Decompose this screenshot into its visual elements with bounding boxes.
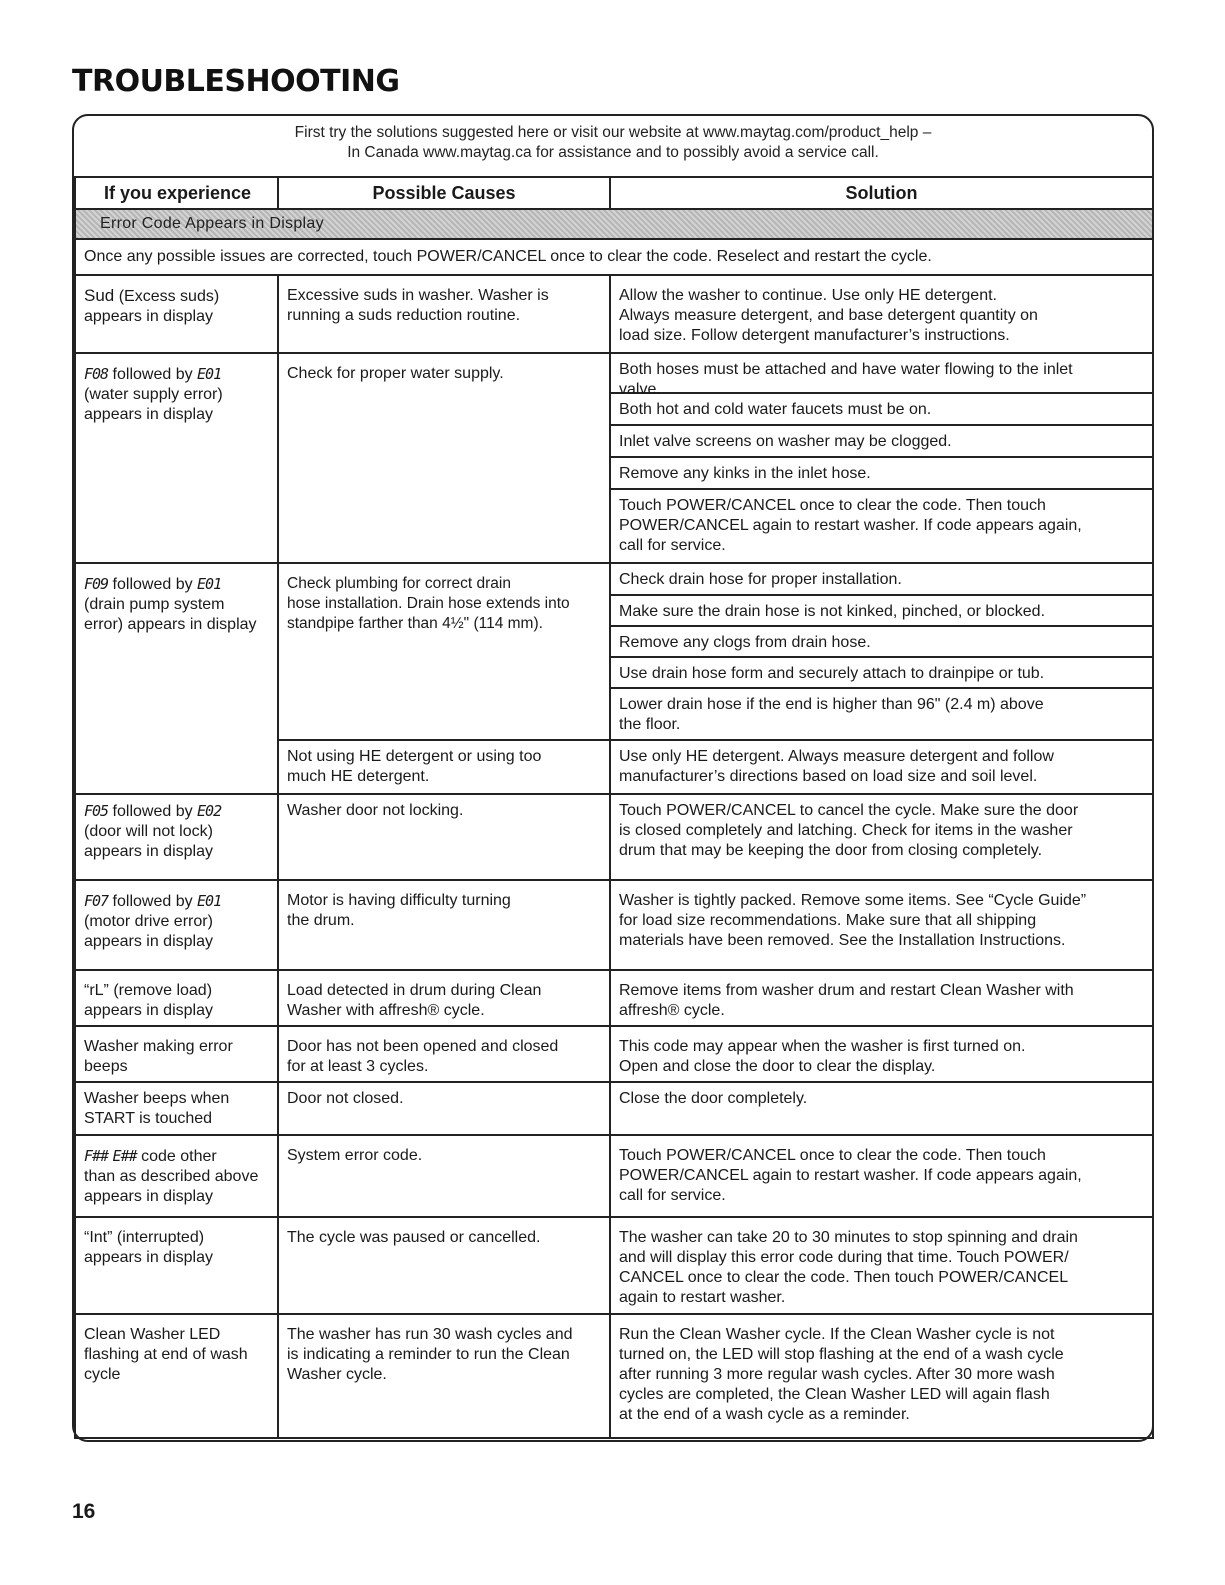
error-code: F## [84, 1147, 109, 1165]
experience-cell [75, 1135, 278, 1217]
experience-cell [75, 794, 278, 880]
experience-cell: “rL” (remove load) appears in display [75, 970, 278, 1026]
solution-cell: Allow the washer to continue. Use only HE detergent. Always measure detergent, and base detergent quantity on load size. Follow detergent manufacturer’s instructions. [610, 275, 1153, 353]
solution-cell: Close the door completely. [610, 1082, 1153, 1135]
error-code: E## [112, 1147, 137, 1165]
solution-cell: The washer can take 20 to 30 minutes to stop spinning and drain and will display this error code during that time. Touch POWER/ CANCEL once to clear the code. Then touch POWER/CANCEL again to restart washer. [610, 1217, 1153, 1314]
section-title: Error Code Appears in Display [75, 209, 1153, 239]
table-row [75, 1135, 1153, 1217]
cause-cell: Excessive suds in washer. Washer is running a suds reduction routine. [278, 275, 610, 353]
experience-text: followed by [108, 366, 198, 383]
solution-item: Both hot and cold water faucets must be on. [611, 394, 1152, 426]
experience-cell: Washer beeps when START is touched [75, 1082, 278, 1135]
solution-cell: Touch POWER/CANCEL once to clear the code. Then touch POWER/CANCEL again to restart washer. If code appears again, call for service. [610, 1135, 1153, 1217]
cause-cell: The cycle was paused or cancelled. [278, 1217, 610, 1314]
solution-item: Touch POWER/CANCEL once to clear the code. Then touch POWER/CANCEL again to restart washer. If code appears again, call for service. [619, 497, 1082, 554]
error-code: F08 [84, 365, 109, 383]
cause-cell: Motor is having difficulty turning the drum. [278, 880, 610, 970]
cause-cell: The washer has run 30 wash cycles and is indicating a reminder to run the Clean Washer cycle. [278, 1314, 610, 1438]
error-code: E01 [197, 575, 222, 593]
experience-cell [75, 275, 278, 353]
table-row [75, 794, 1153, 880]
experience-text: (door will not lock) appears in display [84, 823, 213, 860]
header-experience: If you experience [75, 177, 278, 209]
cause-cell: Door has not been opened and closed for at least 3 cycles. [278, 1026, 610, 1082]
solution-item: Use drain hose form and securely attach to drainpipe or tub. [611, 658, 1152, 689]
cause-cell: Load detected in drum during Clean Washer with affresh® cycle. [278, 970, 610, 1026]
table-row [75, 1314, 1153, 1438]
error-code: E01 [197, 892, 222, 910]
solution-cell: Touch POWER/CANCEL to cancel the cycle. Make sure the door is closed completely and latching. Check for items in the washer drum that may be keeping the door from closing completely. [610, 794, 1153, 880]
table-row [75, 353, 1153, 563]
table-row [75, 1217, 1153, 1314]
cause-cell: Washer door not locking. [278, 794, 610, 880]
header-causes: Possible Causes [278, 177, 610, 209]
page-title: TROUBLESHOOTING [72, 64, 400, 99]
solution-item: Inlet valve screens on washer may be clogged. [611, 426, 1152, 458]
table-row [75, 1082, 1153, 1135]
experience-text: followed by [108, 576, 198, 593]
error-code: F05 [84, 802, 109, 820]
error-code: E02 [197, 802, 222, 820]
error-code: E01 [197, 365, 222, 383]
header-solution: Solution [610, 177, 1153, 209]
solution-cell: Remove items from washer drum and restart Clean Washer with affresh® cycle. [610, 970, 1153, 1026]
experience-text: (drain pump system error) appears in display [84, 596, 257, 633]
experience-text: (Excess suds) appears in display [84, 288, 220, 325]
code-sud: Sud [84, 286, 115, 305]
header-row [75, 177, 1153, 209]
experience-cell [75, 880, 278, 970]
experience-text: code other than as described above appears in display [84, 1148, 259, 1205]
cause-cell: Check for proper water supply. [278, 353, 610, 563]
intro-line-1: First try the solutions suggested here or visit our website at www.maytag.com/product_help – [294, 124, 932, 141]
table-row [75, 970, 1153, 1026]
solution-cell: Use only HE detergent. Always measure detergent and follow manufacturer’s directions based on load size and soil level. [610, 740, 1153, 794]
cause-cell: System error code. [278, 1135, 610, 1217]
cause-cell: Check plumbing for correct drain hose installation. Drain hose extends into standpipe farther than 4½" (114 mm). [278, 563, 610, 740]
experience-cell: Clean Washer LED flashing at end of wash cycle [75, 1314, 278, 1438]
solution-item: Both hoses must be attached and have water flowing to the inlet valve. [611, 354, 1152, 394]
table-row [75, 880, 1153, 970]
solution-item: Remove any clogs from drain hose. [611, 627, 1152, 658]
section-note-row [75, 239, 1153, 275]
intro-text [74, 123, 1152, 163]
error-code: F09 [84, 575, 109, 593]
experience-cell [75, 563, 278, 794]
section-row [75, 209, 1153, 239]
solution-item: Make sure the drain hose is not kinked, pinched, or blocked. [611, 596, 1152, 627]
troubleshooting-table [74, 176, 1154, 1439]
solution-cell [610, 563, 1153, 740]
solution-cell [610, 353, 1153, 563]
table-row [75, 1026, 1153, 1082]
section-note: Once any possible issues are corrected, touch POWER/CANCEL once to clear the code. Reselect and restart the cycle. [75, 239, 1153, 275]
experience-text: (motor drive error) appears in display [84, 913, 213, 950]
page-number: 16 [72, 1500, 96, 1523]
solution-cell: Washer is tightly packed. Remove some items. See “Cycle Guide” for load size recommendations. Make sure that all shipping materials have been removed. See the Installation Instructions. [610, 880, 1153, 970]
experience-text: (water supply error) appears in display [84, 386, 223, 423]
cause-cell: Not using HE detergent or using too much HE detergent. [278, 740, 610, 794]
error-code: F07 [84, 892, 109, 910]
experience-cell: “Int” (interrupted) appears in display [75, 1217, 278, 1314]
experience-cell [75, 353, 278, 563]
experience-text: followed by [108, 893, 198, 910]
experience-text: followed by [108, 803, 198, 820]
solution-item: Remove any kinks in the inlet hose. [611, 458, 1152, 490]
cause-cell: Door not closed. [278, 1082, 610, 1135]
table-row [75, 275, 1153, 353]
experience-cell: Washer making error beeps [75, 1026, 278, 1082]
solution-item: Lower drain hose if the end is higher than 96" (2.4 m) above the floor. [619, 696, 1044, 733]
table-row [75, 563, 1153, 740]
solution-cell: This code may appear when the washer is first turned on. Open and close the door to clear the display. [610, 1026, 1153, 1082]
solution-item: Check drain hose for proper installation. [611, 564, 1152, 596]
intro-line-2: In Canada www.maytag.ca for assistance and to possibly avoid a service call. [347, 144, 879, 161]
solution-cell: Run the Clean Washer cycle. If the Clean Washer cycle is not turned on, the LED will stop flashing at the end of a wash cycle after running 3 more regular wash cycles. After 30 more wash cycles are completed, the Clean Washer LED will again flash at the end of a wash cycle as a reminder. [610, 1314, 1153, 1438]
